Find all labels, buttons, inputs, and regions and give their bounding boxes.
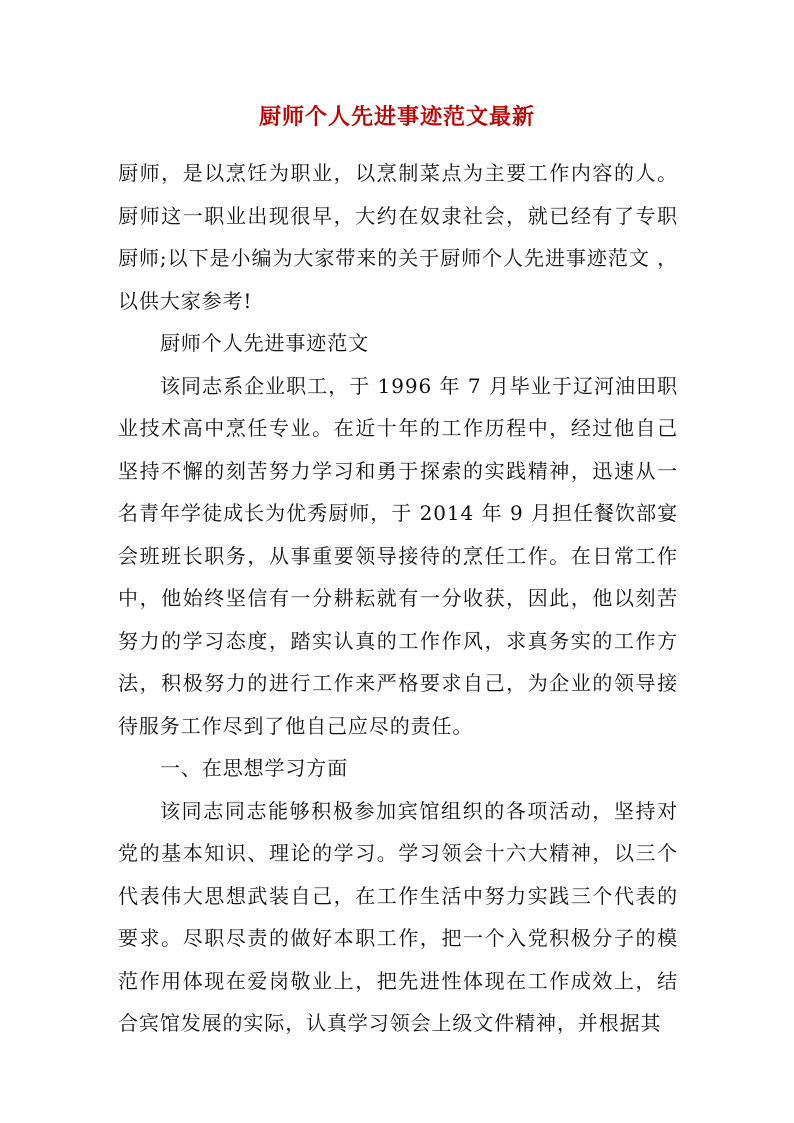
body-paragraph: 该同志系企业职工，于 1996 年 7 月毕业于辽河油田职业技术高中烹任专业。在近十年的工作历程中，经过他自己坚持不懈的刻苦努力学习和勇于探索的实践精神，迅速从一名青年学徒成长为优秀厨师，于 2014 年 9 月担任餐饮部宴会班班长职务，从事重要领导接待的烹任工作。在日常工作中，他始终坚信有一分耕耘就有一分收获，因此，他以刻苦努力的学习态度，踏实认真的工作作风，求真务实的工作方法，积极努力的进行工作来严格要求自己，为企业的领导接待服务工作尽到了他自己应尽的责任。 (118, 373, 678, 738)
body-paragraph: 该同志同志能够积极参加宾馆组织的各项活动，坚持对党的基本知识、理论的学习。学习领会十六大精神，以三个代表伟大思想武装自己，在工作生活中努力实践三个代表的要求。尽职尽责的做好本职工作，把一个入党积极分子的模范作用体现在爱岗敬业上，把先进性体现在工作成效上，结合宾馆发展的实际，认真学习领会上级文件精神，并根据其 (118, 798, 678, 1035)
document-title: 厨师个人先进事迹范文最新 (258, 104, 535, 130)
section-heading-main: 厨师个人先进事迹范文 (160, 331, 369, 355)
document-body (118, 152, 678, 1045)
intro-paragraph: 厨师，是以烹饪为职业，以烹制菜点为主要工作内容的人。厨师这一职业出现很早，大约在奴隶社会，就已经有了专职厨师;以下是小编为大家带来的关于厨师个人先进事迹范文 ，以供大家参考! (118, 161, 678, 313)
section-heading-thought-study: 一、在思想学习方面 (160, 756, 349, 780)
